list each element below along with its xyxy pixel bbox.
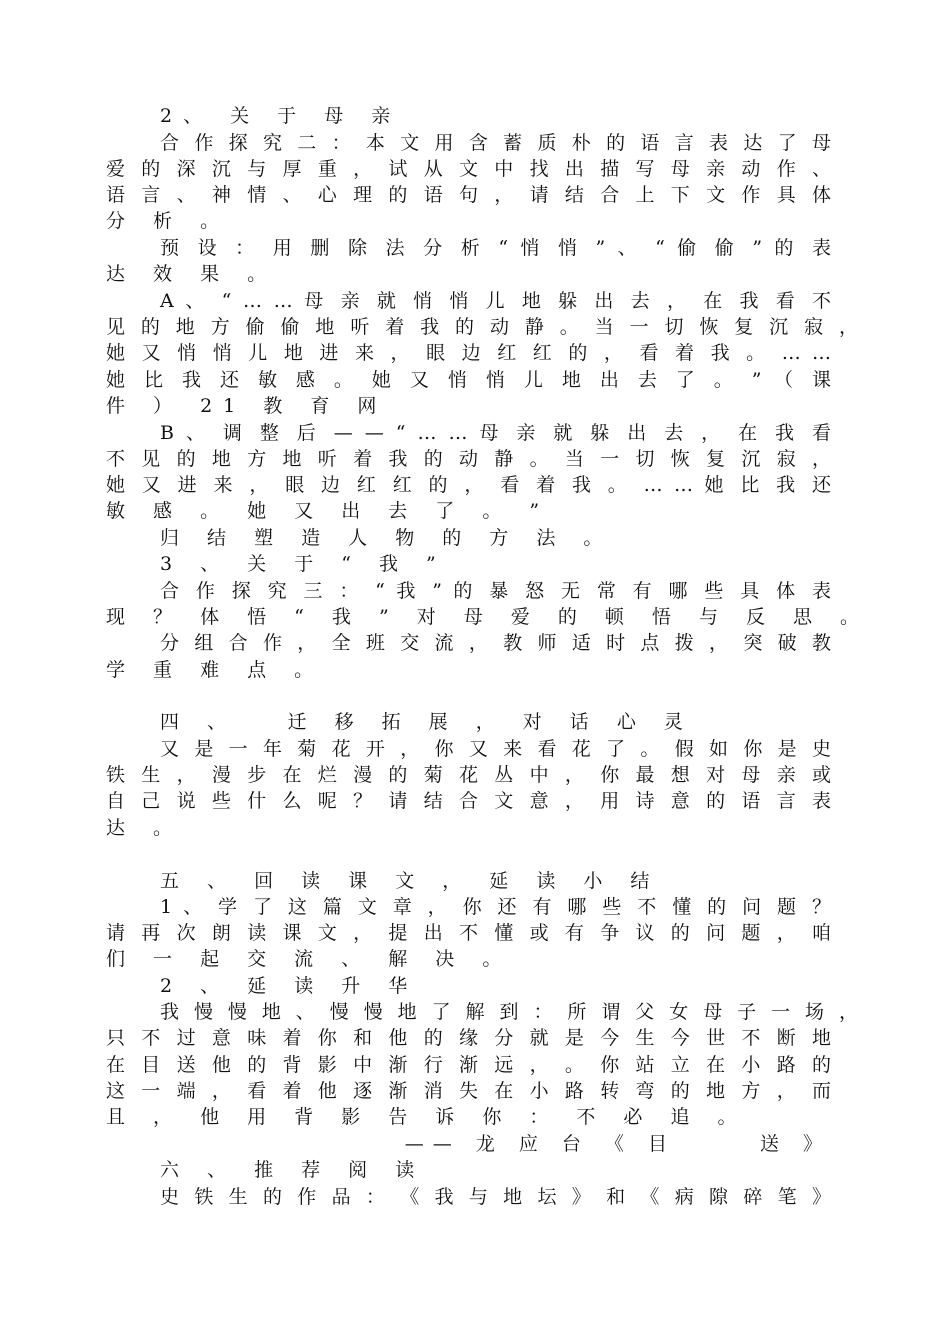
recommended-reading-line: 史 铁 生 的 作 品 ： 《 我 与 地 坛 》 和 《 病 隙 碎 笔 》 xyxy=(160,1186,831,1208)
paragraph-line: 见 的 地 方 偷 偷 地 听 着 我 的 动 静 。 当 一 切 恢 复 沉 寂 ， xyxy=(106,316,858,338)
quote-attribution: —— 龙 应 台 《 目 送 》 xyxy=(404,1133,831,1155)
paragraph-line: 分 析 。 xyxy=(106,210,231,232)
paragraph-line: 又 是 一 年 菊 花 开 ， 你 又 来 看 花 了 。 假 如 你 是 史 xyxy=(160,738,831,760)
paragraph-line: A 、 “ … … 母 亲 就 悄 悄 儿 地 躲 出 去 ， 在 我 看 不 xyxy=(160,290,831,312)
quote-line: 在 目 送 他 的 背 影 中 渐 行 渐 远 ， 。 你 站 立 在 小 路 的 xyxy=(106,1054,831,1076)
paragraph-line: 分 组 合 作 ， 全 班 交 流 ， 教 师 适 时 点 拨 ， 突 破 教 xyxy=(160,632,831,654)
section-heading-about-mother: 2、 关 于 母 亲 xyxy=(160,105,402,127)
paragraph-line: 达 效 果 。 xyxy=(106,263,278,285)
section-heading-six: 六 、 推 荐 阅 读 xyxy=(160,1159,426,1181)
paragraph-line: 合 作 探 究 三 ： “ 我 ” 的 暴 怒 无 常 有 哪 些 具 体 表 xyxy=(160,580,831,602)
paragraph-line: 不 见 的 地 方 地 听 着 我 的 动 静 。 当 一 切 恢 复 沉 寂 ， xyxy=(106,448,831,470)
paragraph-line: 她 又 悄 悄 儿 地 进 来 ， 眼 边 红 红 的 ， 看 着 我 。 … … xyxy=(106,342,831,364)
paragraph-line: 预 设 ： 用 删 除 法 分 析 “ 悄 悄 ” 、 “ 偷 偷 ” 的 表 xyxy=(160,237,831,259)
paragraph-line: 学 重 难 点 。 xyxy=(106,659,325,681)
quote-line: 只 不 过 意 味 着 你 和 他 的 缘 分 就 是 今 生 今 世 不 断 地 xyxy=(106,1027,831,1049)
quote-line: 我 慢 慢 地 、 慢 慢 地 了 解 到 ： 所 谓 父 女 母 子 一 场 ， xyxy=(160,1001,858,1023)
subsection-heading: 2 、 延 读 升 华 xyxy=(160,975,419,997)
paragraph-line: 敏 感 。 她 又 出 去 了 。 ” xyxy=(106,500,551,522)
paragraph-line: 达 。 xyxy=(106,817,184,839)
quote-line: 这 一 端 ， 看 着 他 逐 渐 消 失 在 小 路 转 弯 的 地 方 ， 而 xyxy=(106,1080,831,1102)
section-heading-four: 四 、 迁 移 拓 展 ， 对 话 心 灵 xyxy=(160,711,694,733)
paragraph-line: 铁 生 ， 漫 步 在 烂 漫 的 菊 花 丛 中 ， 你 最 想 对 母 亲 或 xyxy=(106,764,831,786)
paragraph-line: 归 结 塑 造 人 物 的 方 法 。 xyxy=(160,527,614,549)
paragraph-line: 自 己 说 些 什 么 呢 ？ 请 结 合 文 意 ， 用 诗 意 的 语 言 表 xyxy=(106,790,831,812)
paragraph-line: B 、 调 整 后 — — “ … … 母 亲 就 躲 出 去 ， 在 我 看 xyxy=(160,422,831,444)
paragraph-line: 她 又 进 来 ， 眼 边 红 红 的 ， 看 着 我 。 … … 她 比 我 还 xyxy=(106,474,831,496)
paragraph-line: 件 ） 21 教 育 网 xyxy=(106,395,388,417)
paragraph-line: 1 、 学 了 这 篇 文 章 ， 你 还 有 哪 些 不 懂 的 问 题 ？ xyxy=(160,896,831,918)
quote-line: 且 ， 他 用 背 影 告 诉 你 ： 不 必 追 。 xyxy=(106,1106,748,1128)
paragraph-line: 们 一 起 交 流 、 解 决 。 xyxy=(106,948,513,970)
paragraph-line: 爱 的 深 沉 与 厚 重 ， 试 从 文 中 找 出 描 写 母 亲 动 作 、 xyxy=(106,158,831,180)
paragraph-line: 语 言 、 神 情 、 心 理 的 语 句 ， 请 结 合 上 下 文 作 具 体 xyxy=(106,184,831,206)
section-heading-about-me: 3 、 关 于 “ 我 ” xyxy=(160,553,447,575)
paragraph-line: 现 ？ 体 悟 “ 我 ” 对 母 爱 的 顿 悟 与 反 思 。 xyxy=(106,606,871,628)
section-heading-five: 五 、 回 读 课 文 ， 延 读 小 结 xyxy=(160,870,661,892)
paragraph-line: 请 再 次 朗 读 课 文 ， 提 出 不 懂 或 有 争 议 的 问 题 ， 咱 xyxy=(106,922,831,944)
paragraph-line: 她 比 我 还 敏 感 。 她 又 悄 悄 儿 地 出 去 了 。 ” （ 课 xyxy=(106,369,831,391)
paragraph-line: 合 作 探 究 二 ： 本 文 用 含 蓄 质 朴 的 语 言 表 达 了 母 xyxy=(160,132,831,154)
